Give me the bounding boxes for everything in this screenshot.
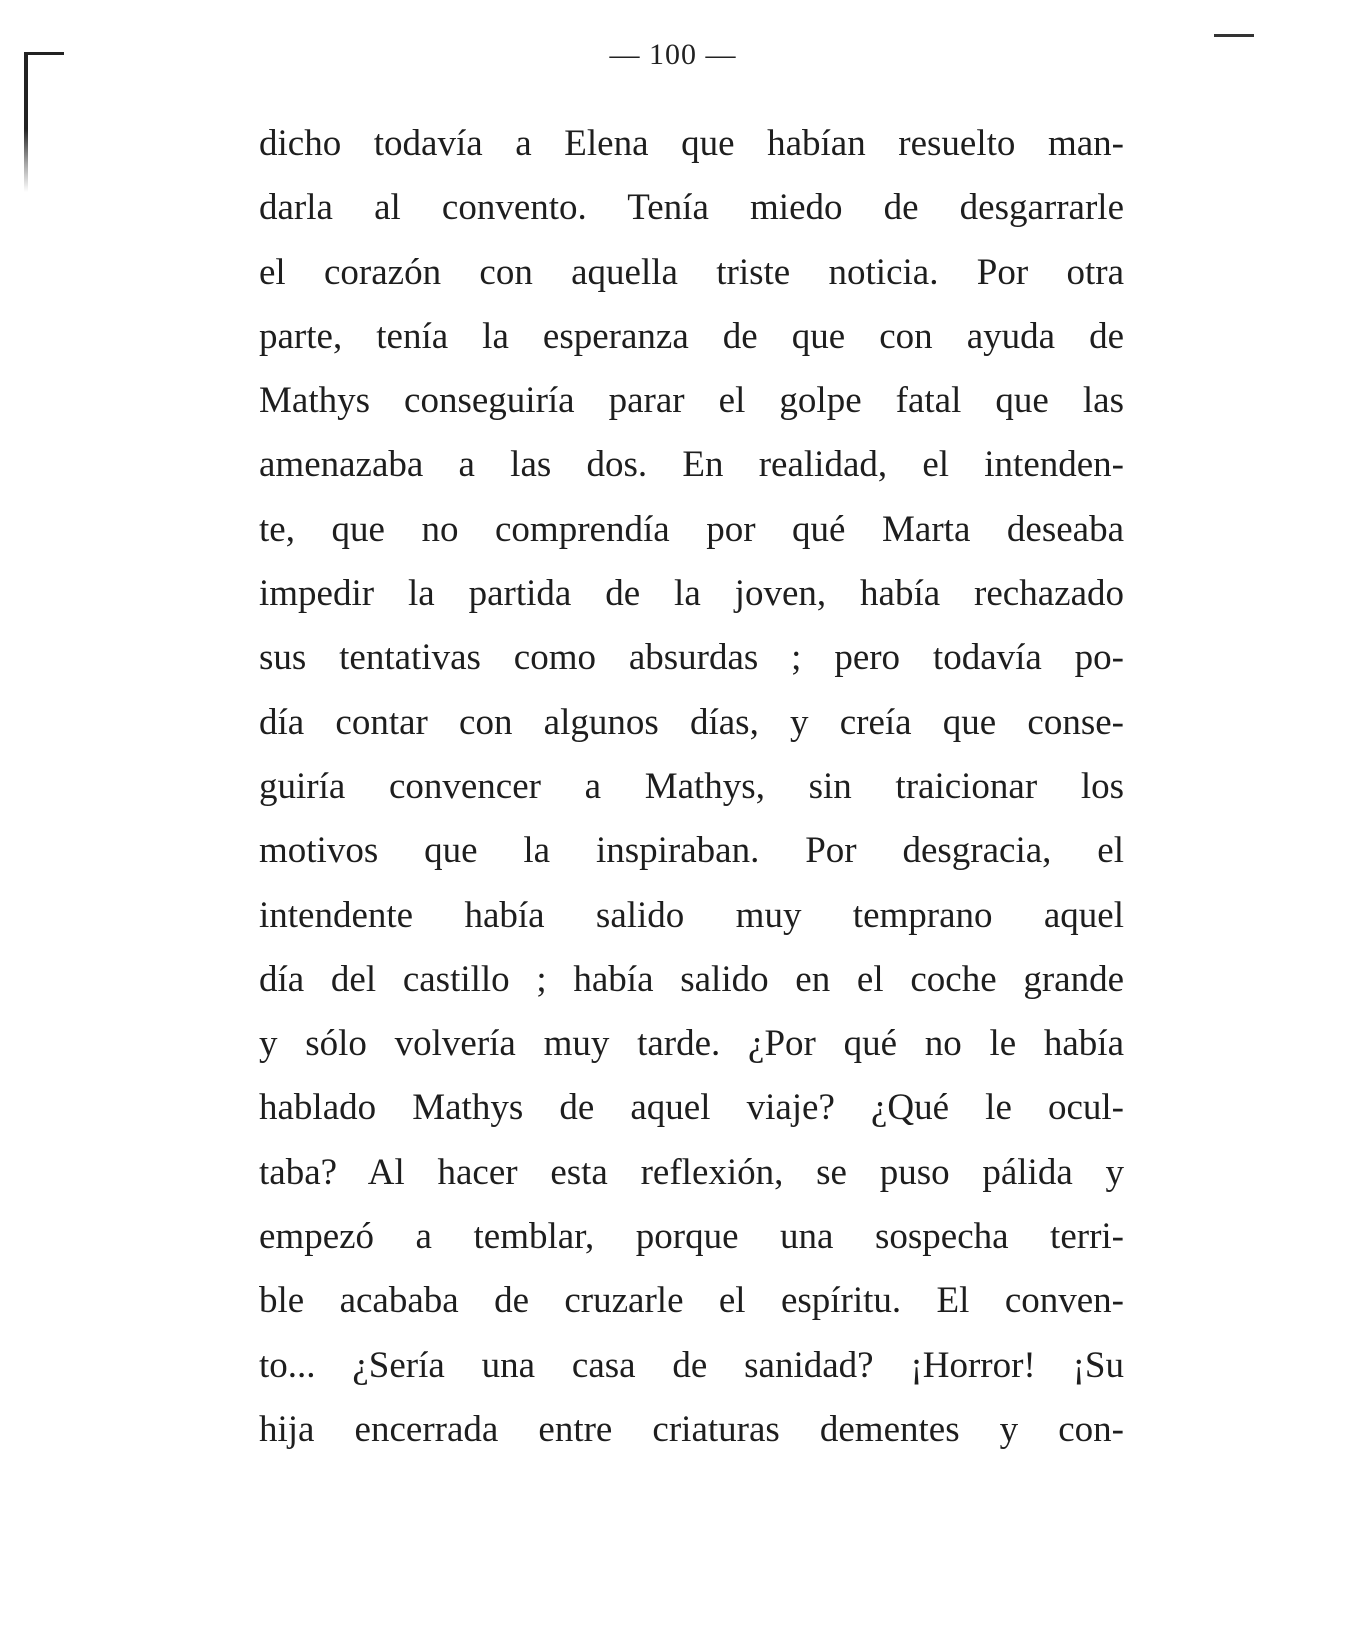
text-line: intendente había salido muy temprano aquel [259,894,1124,936]
text-line: empezó a temblar, porque una sospecha terri- [259,1216,1124,1258]
body-text [259,112,1124,1462]
text-line: motivos que la inspiraban. Por desgracia, el [259,830,1124,872]
text-line: guiría convencer a Mathys, sin traicionar los [259,765,1124,807]
text-line: día del castillo ; había salido en el coche grande [259,958,1124,1000]
text-line: día contar con algunos días, y creía que conse- [259,701,1124,743]
scan-edge-mark-right [1214,34,1254,37]
text-line: hablado Mathys de aquel viaje? ¿Qué le ocul- [259,1087,1124,1129]
text-line: te, que no comprendía por qué Marta deseaba [259,508,1124,550]
page-number-header: — 100 — [609,38,737,71]
text-line: taba? Al hacer esta reflexión, se puso pálida y [259,1151,1124,1193]
text-line: ble acababa de cruzarle el espíritu. El conven- [259,1280,1124,1322]
text-line: y sólo volvería muy tarde. ¿Por qué no le había [259,1023,1124,1065]
text-line: el corazón con aquella triste noticia. Por otra [259,251,1124,293]
text-line: impedir la partida de la joven, había rechazado [259,573,1124,615]
text-line: sus tentativas como absurdas ; pero todavía po- [259,637,1124,679]
text-line: dicho todavía a Elena que habían resuelto man- [259,123,1124,164]
text-line: amenazaba a las dos. En realidad, el intenden- [259,444,1124,486]
text-line: parte, tenía la esperanza de que con ayuda de [259,315,1124,357]
text-line: Mathys conseguiría parar el golpe fatal que las [259,380,1124,422]
text-line: hija encerrada entre criaturas dementes y con- [259,1408,1124,1450]
text-line: to... ¿Sería una casa de sanidad? ¡Horror! ¡Su [259,1344,1124,1386]
text-line: darla al convento. Tenía miedo de desgarrarle [259,187,1124,229]
scan-edge-mark-left [24,52,28,192]
